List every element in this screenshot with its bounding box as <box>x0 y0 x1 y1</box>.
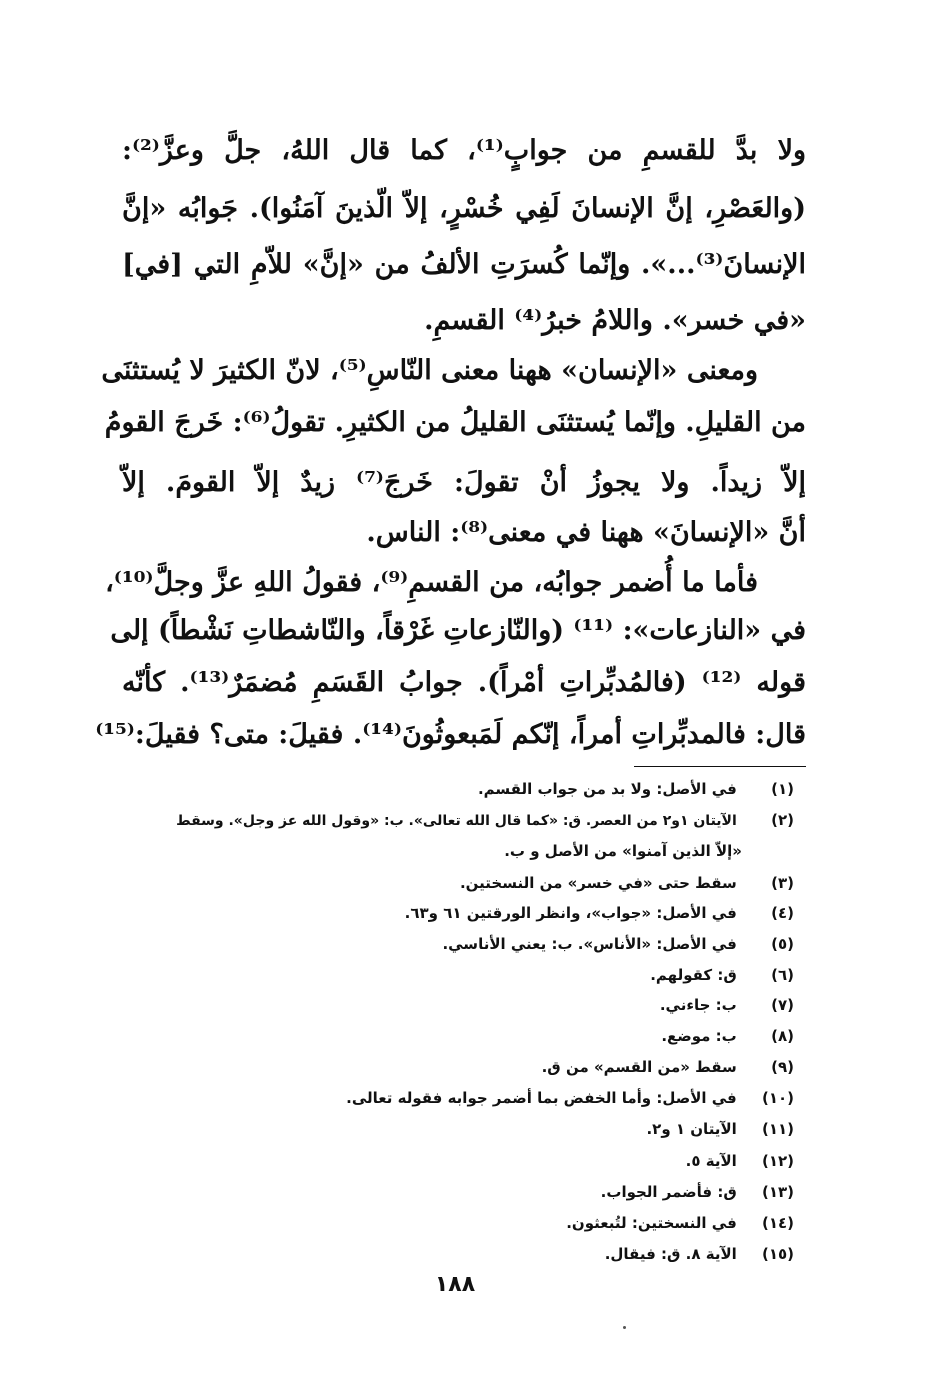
body-line-4: «في خسر». واللامُ خبرُ⁽⁴⁾ القسمِ. <box>424 305 806 336</box>
footnote-text: في النسختين: لتُبعثون. <box>566 1214 737 1232</box>
footnote-number: (١١) <box>761 1120 794 1138</box>
footnote-number: (٩) <box>771 1058 794 1076</box>
footnote-number: (٧) <box>771 996 794 1014</box>
body-line-9: فأما ما أُضمر جوابُه، من القسمِ⁽⁹⁾، فقولُ اللهِ عزَّ وجلَّ⁽¹⁰⁾، <box>105 567 758 598</box>
body-line-2: (والعَصْرِ، إنَّ الإنسانَ لَفِي خُسْرٍ، إلاّ الّذينَ آمَنُوا). جَوابُه «إنَّ <box>122 193 806 224</box>
footnote-6 <box>650 960 794 990</box>
body-line-11: قوله ⁽¹²⁾ (فالمُدبِّراتِ أمْراً). جوابُ القَسَمِ مُضمَرٌ⁽¹³⁾. كأنّه <box>122 667 806 698</box>
footnote-number: (١٤) <box>761 1214 794 1232</box>
footnote-11 <box>646 1114 794 1144</box>
footnote-text: ق: كقولهم. <box>650 966 737 984</box>
footnote-text: «إلاّ الذين آمنوا» من الأصل و ب. <box>504 842 742 860</box>
footnote-text: ب: جاءني. <box>659 996 737 1014</box>
body-line-7: إلاّ زيداً. ولا يجوزُ أنْ تقولَ: خَرجَ⁽⁷⁾ زيدٌ إلاّ القومَ. إلاّ <box>122 467 807 498</box>
footnote-number: (١٢) <box>761 1152 794 1170</box>
footnote-text: الآيتان ١ و٢. <box>646 1120 737 1138</box>
footnote-2 <box>176 805 794 835</box>
footnote-number: (١٠) <box>761 1089 794 1107</box>
body-line-5: ومعنى «الإنسان» ههنا معنى النّاسِ⁽⁵⁾، لانّ الكثيرَ لا يُستثنَى <box>101 355 758 386</box>
footnote-text: سقط حتى «في خسر» من النسختين. <box>459 874 737 892</box>
footnote-number: (٨) <box>771 1027 794 1045</box>
footnote-7 <box>660 990 794 1020</box>
footnote-13 <box>601 1177 794 1207</box>
footnote-divider <box>634 766 806 767</box>
footnote-number: (٢) <box>771 811 794 829</box>
footnote-text: الآية ٨. ق: فيقال. <box>604 1245 737 1263</box>
footnote-text: في الأصل: «جواب»، وانظر الورقتين ٦١ و٦٣. <box>404 904 737 922</box>
footnote-number: (١٣) <box>761 1183 794 1201</box>
paper-speck <box>623 1326 626 1329</box>
footnote-text: في الأصل: «الأناس». ب: يعني الأناسي. <box>442 935 737 953</box>
footnote-4 <box>405 898 794 928</box>
footnote-text: في الأصل: وأما الخفض بما أضمر جوابه فقوله تعالى. <box>346 1089 737 1107</box>
body-line-3: الإنسانَ⁽³⁾...». وإنّما كُسرَتِ الألفُ من «إنَّ» للاّمِ التي [في] <box>122 249 806 280</box>
body-line-6: من القليلِ. وإنّما يُستثنَى القليلُ من الكثيرِ. تقولُ⁽⁶⁾: خَرجَ القومُ <box>104 407 806 438</box>
footnote-number: (١) <box>771 780 794 798</box>
footnote-8 <box>661 1021 794 1051</box>
footnote-number: (٥) <box>771 935 794 953</box>
body-line-10: في «النازعات»: ⁽¹¹⁾ (والنّازعاتِ غَرْقاً، والنّاشطاتِ نَشْطاً) إلى <box>110 615 806 646</box>
footnote-text: الآية ٥. <box>685 1152 737 1170</box>
footnote-text: في الأصل: ولا بد من جواب القسم. <box>477 780 737 798</box>
footnote-10 <box>346 1083 794 1113</box>
footnote-text: ب: موضع. <box>661 1027 737 1045</box>
footnote-number: (٣) <box>771 874 794 892</box>
footnote-text: ق: فأضمر الجواب. <box>600 1183 737 1201</box>
footnote-1 <box>478 774 794 804</box>
footnote-number: (١٥) <box>761 1245 794 1263</box>
footnote-text: الآيتان ١و٢ من العصر. ق: «كما قال الله تعالى». ب: «وقول الله عز وجل». وسقط <box>176 813 737 829</box>
footnote-5 <box>442 929 794 959</box>
footnote-number: (٦) <box>771 966 794 984</box>
footnote-text: سقط «من القسم» من ق. <box>541 1058 737 1076</box>
body-line-8: أنَّ «الإنسانَ» ههنا في معنى⁽⁸⁾: الناس. <box>366 517 806 548</box>
footnote-14 <box>566 1208 794 1238</box>
footnote-15 <box>605 1239 794 1269</box>
footnote-9 <box>542 1052 794 1082</box>
footnote-2-continued <box>504 836 742 866</box>
body-line-12: قال: فالمدبِّراتِ أمراً، إنّكم لَمَبعوثُونَ⁽¹⁴⁾. فقيلَ: متى؟ فقيلَ:⁽¹⁵⁾ <box>95 719 806 750</box>
footnote-number: (٤) <box>771 904 794 922</box>
page-number: ١٨٨ <box>434 1272 476 1297</box>
footnote-12 <box>686 1146 794 1176</box>
footnote-3 <box>460 868 794 898</box>
body-line-1: ولا بدَّ للقسمِ من جوابٍ⁽¹⁾، كما قال اللهُ، جلَّ وعزَّ⁽²⁾: <box>122 135 807 166</box>
